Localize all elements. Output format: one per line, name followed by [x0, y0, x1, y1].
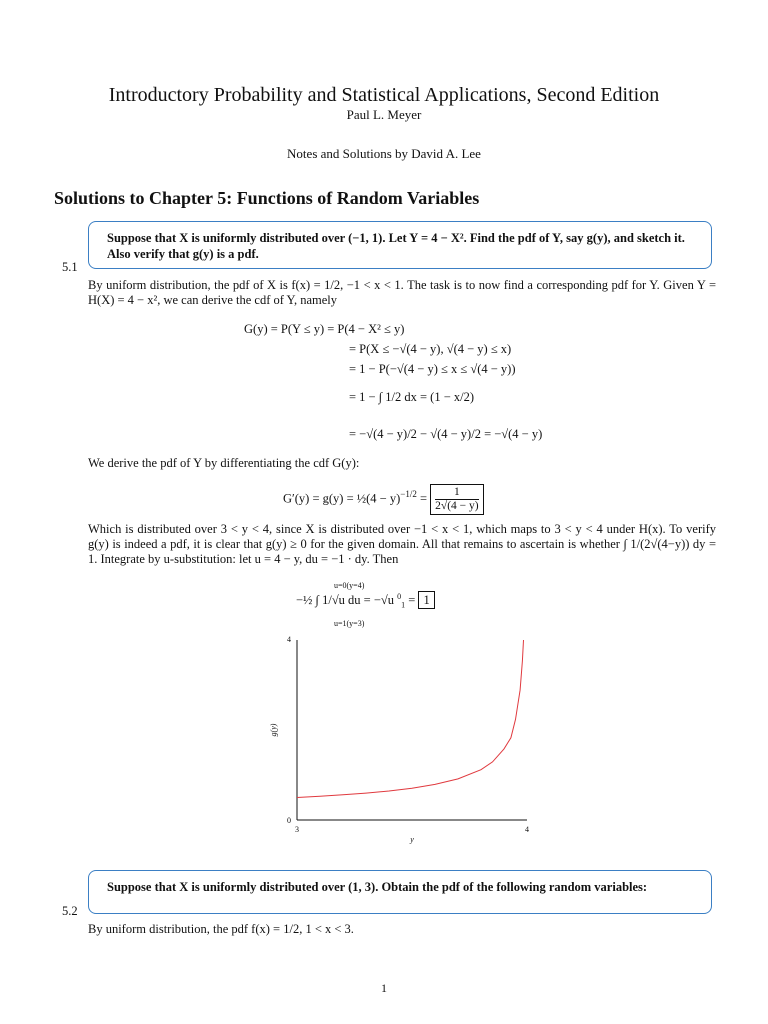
derivative-exponent: −1/2	[400, 489, 417, 500]
equation-line: = P(X ≤ −√(4 − y), √(4 − y) ≤ x)	[349, 342, 512, 356]
integral-equation: −½ ∫ 1/√u du = −√u $^0_1$ = 1	[296, 592, 435, 610]
result-numerator: 1	[454, 486, 460, 498]
pdf-curve-series	[297, 640, 524, 798]
page-number: 1	[381, 981, 387, 995]
document-author: Paul L. Meyer	[346, 107, 422, 122]
integral-expression: −½ ∫ 1/√u du = −√u	[296, 593, 395, 608]
equation-line: = −√(4 − y)/2 − √(4 − y)/2 = −√(4 − y)	[349, 427, 543, 441]
equation-line: = 1 − ∫ 1/2 dx = (1 − x/2)	[349, 390, 475, 404]
boxed-pdf-result	[430, 484, 483, 515]
derivative-equation	[283, 484, 484, 515]
result-denominator: 2√(4 − y)	[435, 500, 479, 512]
y-axis-label: g(y)	[269, 723, 278, 737]
document-title: Introductory Probability and Statistical Applications, Second Edition	[108, 84, 660, 106]
solution-paragraph: We derive the pdf of Y by differentiating the cdf G(y):	[88, 456, 360, 470]
y-tick-label: 4	[287, 635, 291, 644]
y-tick-label: 0	[287, 816, 291, 825]
problem-statement: Suppose that X is uniformly distributed over (−1, 1). Let Y = 4 − X². Find the pdf of Y, say g(y), and sketch it. Also verify that g(y) is a pdf.	[107, 231, 685, 261]
equation-line: = 1 − P(−√(4 − y) ≤ x ≤ √(4 − y))	[349, 362, 516, 376]
x-tick-label: 4	[525, 825, 529, 834]
integral-lower-limit: u=1(y=3)	[334, 619, 365, 628]
equals-sign: =	[419, 491, 428, 506]
solution-paragraph: By uniform distribution, the pdf of X is f(x) = 1/2, −1 < x < 1. The task is to now find a corresponding pdf for Y. Given Y = H(X) = 4 − x², we can derive the cdf of Y, namely	[88, 278, 716, 307]
problem-statement-box	[88, 870, 712, 914]
problem-statement: Suppose that X is uniformly distributed over (1, 3). Obtain the pdf of the following random variables:	[107, 880, 648, 894]
derivative-lhs: G′(y) = g(y) = ½(4 − y)	[283, 491, 401, 506]
chapter-title: Solutions to Chapter 5: Functions of Random Variables	[54, 188, 480, 208]
document-notes-credit: Notes and Solutions by David A. Lee	[287, 146, 481, 161]
integral-upper-limit: u=0(y=4)	[334, 581, 365, 590]
x-axis-label: y	[410, 835, 414, 844]
problem-number: 5.2	[62, 904, 78, 918]
pdf-plot	[240, 628, 560, 850]
problem-number: 5.1	[62, 260, 78, 274]
solution-paragraph: By uniform distribution, the pdf f(x) = 1/2, 1 < x < 3.	[88, 922, 354, 936]
eval-lower: 1	[401, 600, 406, 610]
eval-upper: 0	[397, 592, 402, 601]
equation-line: G(y) = P(Y ≤ y) = P(4 − X² ≤ y)	[244, 322, 405, 336]
solution-paragraph: Which is distributed over 3 < y < 4, since X is distributed over −1 < x < 1, which maps to 3 < y < 4 under H(x). To verify g(y) is indeed a pdf, it is clear that g(y) ≥ 0 for the given domain. All that remains to ascertain is whether ∫ 1/(2√(4−y)) dy = 1. Integrate by u-substitution: let u = 4 − y, du = −1 · dy. Then	[88, 522, 716, 566]
problem-statement-box	[88, 221, 712, 269]
x-tick-label: 3	[295, 825, 299, 834]
boxed-integral-result: 1	[418, 591, 434, 609]
